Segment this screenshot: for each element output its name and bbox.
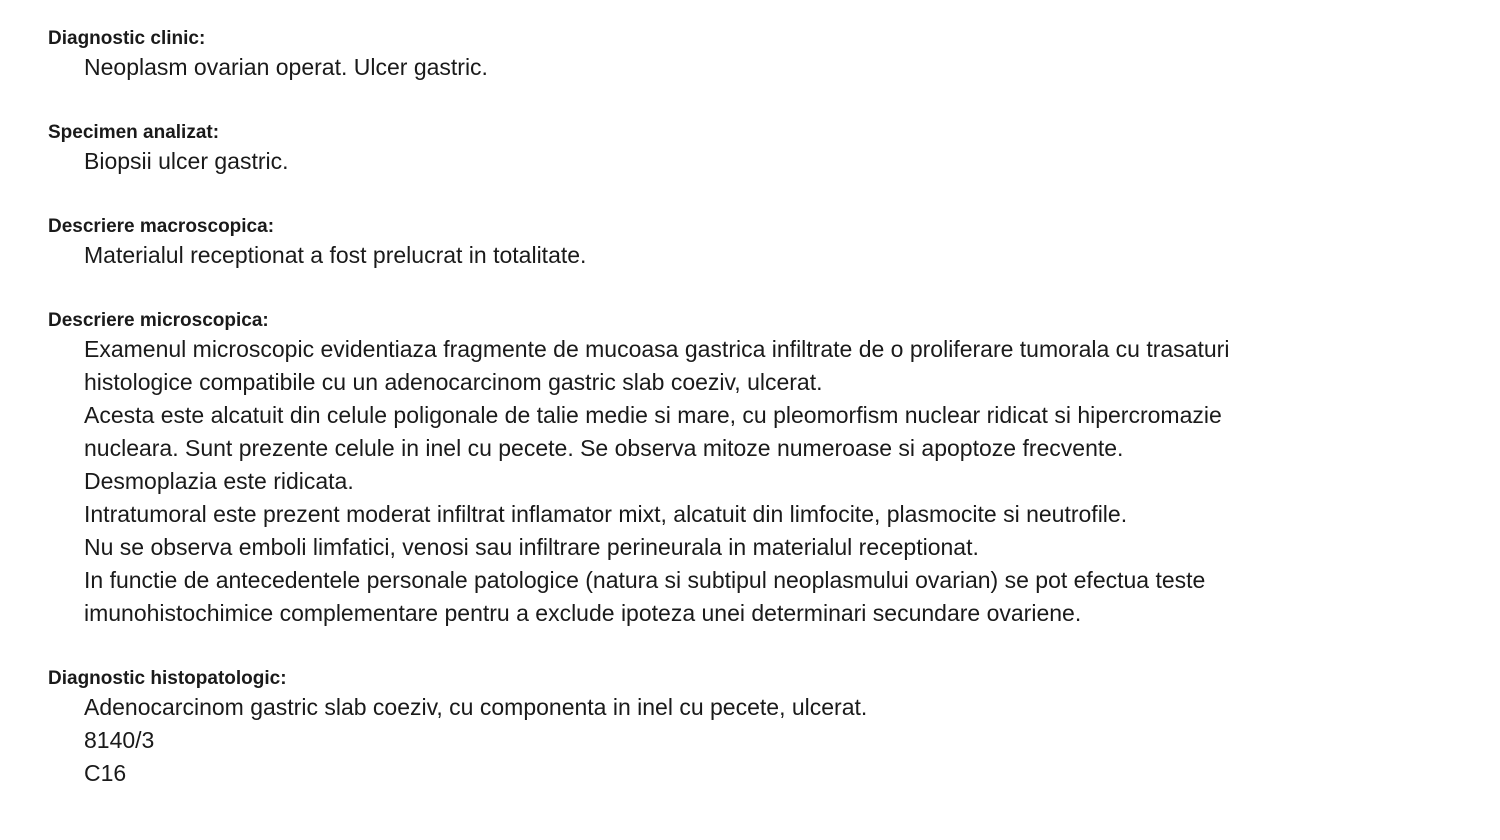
body-line: Biopsii ulcer gastric. [84, 148, 289, 174]
body-line: imunohistochimice complementare pentru a exclude ipoteza unei determinari secundare ovariene. [84, 600, 1082, 626]
section-heading: Diagnostic clinic: [48, 28, 206, 49]
section-clinical-diagnosis [48, 27, 1468, 84]
pathology-report [48, 27, 1468, 790]
section-heading: Specimen analizat: [48, 122, 220, 143]
body-line: Materialul receptionat a fost prelucrat in totalitate. [84, 242, 587, 268]
section-microscopic-description [48, 309, 1468, 630]
section-histopathological-diagnosis [48, 667, 1468, 790]
section-specimen [48, 121, 1468, 178]
body-line: Examenul microscopic evidentiaza fragmente de mucoasa gastrica infiltrate de o proliferare tumorala cu trasaturi [84, 336, 1230, 362]
morphology-code: 8140/3 [84, 727, 155, 753]
body-line: Adenocarcinom gastric slab coeziv, cu componenta in inel cu pecete, ulcerat. [84, 694, 868, 720]
section-heading: Diagnostic histopatologic: [48, 668, 287, 689]
body-line: Nu se observa emboli limfatici, venosi sau infiltrare perineurala in materialul receptionat. [84, 534, 979, 560]
body-line: In functie de antecedentele personale patologice (natura si subtipul neoplasmului ovarian) se pot efectua teste [84, 567, 1206, 593]
body-line: Neoplasm ovarian operat. Ulcer gastric. [84, 54, 488, 80]
body-line: histologice compatibile cu un adenocarcinom gastric slab coeziv, ulcerat. [84, 369, 823, 395]
body-line: Desmoplazia este ridicata. [84, 468, 354, 494]
body-line: Acesta este alcatuit din celule poligonale de talie medie si mare, cu pleomorfism nuclear ridicat si hipercromazie [84, 402, 1222, 428]
section-heading: Descriere microscopica: [48, 310, 269, 331]
section-heading: Descriere macroscopica: [48, 216, 275, 237]
body-line: nucleara. Sunt prezente celule in inel cu pecete. Se observa mitoze numeroase si apoptoze frecvente. [84, 435, 1124, 461]
body-line: Intratumoral este prezent moderat infiltrat inflamator mixt, alcatuit din limfocite, plasmocite si neutrofile. [84, 501, 1128, 527]
section-macroscopic-description [48, 215, 1468, 272]
topography-code: C16 [84, 760, 127, 786]
